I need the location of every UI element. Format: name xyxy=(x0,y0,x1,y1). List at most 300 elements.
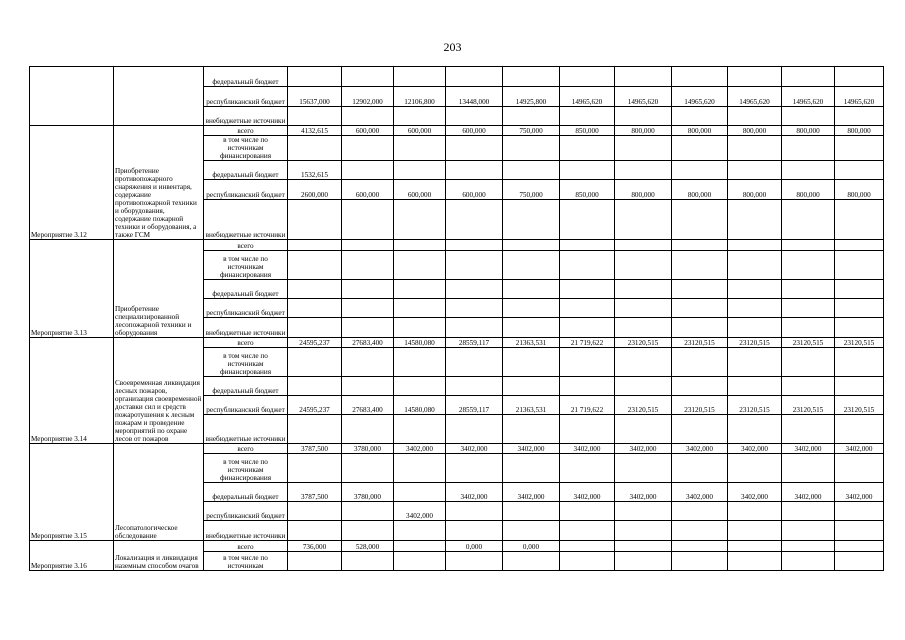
amount-cell xyxy=(560,251,615,280)
funding-source-cell: всего xyxy=(204,240,288,251)
amount-cell xyxy=(394,136,446,161)
amount-cell xyxy=(615,377,672,396)
amount-cell: 14925,800 xyxy=(503,87,560,107)
funding-source-cell: республиканский бюджет xyxy=(204,396,288,415)
amount-cell xyxy=(288,251,342,280)
funding-source-cell: республиканский бюджет xyxy=(204,87,288,107)
amount-cell: 3402,000 xyxy=(672,483,728,502)
amount-cell xyxy=(560,415,615,444)
amount-cell: 12106,800 xyxy=(394,87,446,107)
amount-cell: 600,000 xyxy=(342,180,394,200)
amount-cell xyxy=(672,348,728,377)
amount-cell: 3402,000 xyxy=(615,483,672,502)
amount-cell xyxy=(560,318,615,338)
amount-cell: 736,000 xyxy=(288,541,342,552)
amount-cell xyxy=(728,107,782,126)
amount-cell xyxy=(503,280,560,299)
amount-cell xyxy=(560,502,615,521)
amount-cell: 3402,000 xyxy=(503,444,560,454)
amount-cell: 600,000 xyxy=(342,126,394,136)
amount-cell: 800,000 xyxy=(835,180,884,200)
amount-cell xyxy=(782,377,835,396)
amount-cell xyxy=(615,251,672,280)
amount-cell xyxy=(503,521,560,541)
amount-cell xyxy=(342,67,394,87)
amount-cell xyxy=(288,107,342,126)
event-description-cell: Своевременная ликвидация лесных пожаров, организация своевременной доставки сил и средств пожаротушения к лесным пожарам и проведение мероприятий по охране лесов от пожаров xyxy=(114,338,204,444)
amount-cell: 800,000 xyxy=(835,126,884,136)
amount-cell: 528,000 xyxy=(342,541,394,552)
amount-cell xyxy=(342,240,394,251)
amount-cell xyxy=(782,502,835,521)
amount-cell xyxy=(503,348,560,377)
amount-cell: 800,000 xyxy=(728,180,782,200)
event-number-cell: Мероприятие 3.12 xyxy=(30,126,114,240)
amount-cell xyxy=(288,240,342,251)
amount-cell xyxy=(672,200,728,240)
amount-cell: 4132,615 xyxy=(288,126,342,136)
amount-cell: 23120,515 xyxy=(835,338,884,348)
amount-cell xyxy=(503,136,560,161)
amount-cell: 14965,620 xyxy=(728,87,782,107)
amount-cell: 800,000 xyxy=(782,126,835,136)
amount-cell xyxy=(394,377,446,396)
amount-cell: 28559,117 xyxy=(446,338,503,348)
amount-cell xyxy=(672,161,728,180)
amount-cell xyxy=(394,552,446,571)
amount-cell xyxy=(560,280,615,299)
funding-source-cell: федеральный бюджет xyxy=(204,67,288,87)
amount-cell: 800,000 xyxy=(728,126,782,136)
amount-cell: 14965,620 xyxy=(560,87,615,107)
amount-cell xyxy=(342,136,394,161)
amount-cell xyxy=(835,454,884,483)
amount-cell xyxy=(835,251,884,280)
amount-cell: 800,000 xyxy=(672,180,728,200)
amount-cell xyxy=(782,454,835,483)
amount-cell xyxy=(615,552,672,571)
amount-cell: 3787,500 xyxy=(288,483,342,502)
amount-cell xyxy=(835,318,884,338)
amount-cell xyxy=(615,541,672,552)
table-row xyxy=(30,444,884,454)
amount-cell xyxy=(288,348,342,377)
amount-cell xyxy=(446,502,503,521)
amount-cell xyxy=(446,318,503,338)
amount-cell xyxy=(394,67,446,87)
amount-cell: 23120,515 xyxy=(728,338,782,348)
funding-source-cell: всего xyxy=(204,541,288,552)
amount-cell: 15637,000 xyxy=(288,87,342,107)
amount-cell xyxy=(560,454,615,483)
amount-cell xyxy=(835,552,884,571)
amount-cell xyxy=(782,161,835,180)
amount-cell xyxy=(288,299,342,318)
funding-source-cell: в том числе по источникам финансирования xyxy=(204,136,288,161)
amount-cell: 3402,000 xyxy=(782,444,835,454)
amount-cell xyxy=(728,521,782,541)
funding-source-cell: внебюджетные источники xyxy=(204,200,288,240)
amount-cell: 800,000 xyxy=(782,180,835,200)
amount-cell xyxy=(835,299,884,318)
amount-cell xyxy=(672,552,728,571)
amount-cell xyxy=(835,377,884,396)
amount-cell xyxy=(288,67,342,87)
amount-cell xyxy=(394,348,446,377)
funding-source-cell: федеральный бюджет xyxy=(204,483,288,502)
amount-cell xyxy=(503,240,560,251)
amount-cell: 3787,500 xyxy=(288,444,342,454)
amount-cell xyxy=(835,415,884,444)
amount-cell: 3402,000 xyxy=(728,444,782,454)
amount-cell: 800,000 xyxy=(615,126,672,136)
amount-cell: 3402,000 xyxy=(560,444,615,454)
amount-cell xyxy=(672,136,728,161)
amount-cell xyxy=(728,136,782,161)
amount-cell: 13448,000 xyxy=(446,87,503,107)
amount-cell xyxy=(615,200,672,240)
amount-cell xyxy=(446,280,503,299)
amount-cell xyxy=(560,136,615,161)
amount-cell xyxy=(342,502,394,521)
amount-cell xyxy=(560,107,615,126)
funding-source-cell: федеральный бюджет xyxy=(204,161,288,180)
amount-cell xyxy=(446,67,503,87)
amount-cell: 600,000 xyxy=(394,180,446,200)
amount-cell: 24595,237 xyxy=(288,338,342,348)
amount-cell xyxy=(342,318,394,338)
amount-cell xyxy=(446,161,503,180)
amount-cell xyxy=(446,136,503,161)
amount-cell xyxy=(728,200,782,240)
amount-cell xyxy=(394,454,446,483)
amount-cell xyxy=(288,415,342,444)
amount-cell xyxy=(394,483,446,502)
amount-cell xyxy=(782,280,835,299)
amount-cell: 21 719,622 xyxy=(560,396,615,415)
amount-cell xyxy=(728,280,782,299)
funding-source-cell: в том числе по источникам финансирования xyxy=(204,251,288,280)
amount-cell xyxy=(728,415,782,444)
amount-cell xyxy=(342,299,394,318)
amount-cell xyxy=(560,552,615,571)
amount-cell xyxy=(615,318,672,338)
amount-cell xyxy=(728,318,782,338)
amount-cell: 3402,000 xyxy=(394,444,446,454)
funding-source-cell: в том числе по источникам финансирования xyxy=(204,454,288,483)
amount-cell: 800,000 xyxy=(615,180,672,200)
amount-cell xyxy=(394,107,446,126)
amount-cell xyxy=(728,377,782,396)
amount-cell xyxy=(503,454,560,483)
amount-cell xyxy=(560,377,615,396)
amount-cell xyxy=(782,521,835,541)
amount-cell xyxy=(782,136,835,161)
budget-table-body xyxy=(30,67,884,571)
amount-cell: 14965,620 xyxy=(835,87,884,107)
amount-cell xyxy=(672,454,728,483)
amount-cell xyxy=(446,240,503,251)
amount-cell xyxy=(615,521,672,541)
amount-cell xyxy=(560,161,615,180)
amount-cell xyxy=(835,200,884,240)
amount-cell xyxy=(446,251,503,280)
amount-cell xyxy=(672,521,728,541)
amount-cell xyxy=(288,521,342,541)
amount-cell: 23120,515 xyxy=(615,338,672,348)
amount-cell xyxy=(342,200,394,240)
amount-cell xyxy=(728,251,782,280)
amount-cell xyxy=(288,454,342,483)
amount-cell xyxy=(503,200,560,240)
amount-cell xyxy=(503,318,560,338)
amount-cell xyxy=(560,521,615,541)
amount-cell xyxy=(560,67,615,87)
amount-cell xyxy=(446,415,503,444)
amount-cell xyxy=(615,299,672,318)
amount-cell xyxy=(560,348,615,377)
amount-cell xyxy=(394,415,446,444)
amount-cell xyxy=(342,454,394,483)
amount-cell: 850,000 xyxy=(560,126,615,136)
amount-cell: 3402,000 xyxy=(728,483,782,502)
amount-cell xyxy=(503,415,560,444)
amount-cell xyxy=(782,415,835,444)
amount-cell xyxy=(672,502,728,521)
amount-cell xyxy=(782,318,835,338)
amount-cell xyxy=(835,541,884,552)
amount-cell xyxy=(782,240,835,251)
amount-cell xyxy=(782,299,835,318)
amount-cell xyxy=(615,240,672,251)
amount-cell: 14965,620 xyxy=(782,87,835,107)
event-description-cell xyxy=(114,67,204,126)
amount-cell xyxy=(615,136,672,161)
amount-cell: 750,000 xyxy=(503,126,560,136)
amount-cell xyxy=(446,454,503,483)
amount-cell: 14580,080 xyxy=(394,396,446,415)
amount-cell xyxy=(835,502,884,521)
amount-cell: 3402,000 xyxy=(394,502,446,521)
event-description-cell: Приобретение специализированной лесопожарной техники и оборудования xyxy=(114,240,204,338)
amount-cell xyxy=(728,502,782,521)
amount-cell xyxy=(446,299,503,318)
amount-cell xyxy=(672,318,728,338)
amount-cell xyxy=(615,415,672,444)
amount-cell xyxy=(835,348,884,377)
amount-cell xyxy=(288,280,342,299)
event-description-cell: Приобретение противопожарного снаряжения и инвентаря, содержание противопожарной техники и оборудования, содержание пожарной техники и оборудования, а также ГСМ xyxy=(114,126,204,240)
amount-cell xyxy=(446,348,503,377)
amount-cell: 3402,000 xyxy=(782,483,835,502)
amount-cell xyxy=(615,67,672,87)
funding-source-cell: федеральный бюджет xyxy=(204,280,288,299)
amount-cell: 3402,000 xyxy=(446,483,503,502)
amount-cell: 14965,620 xyxy=(615,87,672,107)
amount-cell xyxy=(288,552,342,571)
amount-cell xyxy=(835,107,884,126)
amount-cell: 750,000 xyxy=(503,180,560,200)
amount-cell xyxy=(394,251,446,280)
amount-cell xyxy=(446,107,503,126)
funding-source-cell: внебюджетные источники xyxy=(204,415,288,444)
amount-cell xyxy=(615,280,672,299)
amount-cell xyxy=(728,67,782,87)
amount-cell xyxy=(672,377,728,396)
amount-cell xyxy=(394,318,446,338)
funding-source-cell: всего xyxy=(204,444,288,454)
amount-cell xyxy=(288,502,342,521)
amount-cell xyxy=(394,280,446,299)
amount-cell xyxy=(835,67,884,87)
table-row xyxy=(30,541,884,552)
amount-cell xyxy=(288,377,342,396)
amount-cell xyxy=(560,200,615,240)
amount-cell xyxy=(503,67,560,87)
event-number-cell: Мероприятие 3.13 xyxy=(30,240,114,338)
amount-cell xyxy=(615,502,672,521)
amount-cell: 3402,000 xyxy=(615,444,672,454)
amount-cell xyxy=(615,107,672,126)
amount-cell: 21363,531 xyxy=(503,396,560,415)
amount-cell xyxy=(446,521,503,541)
event-number-cell: Мероприятие 3.14 xyxy=(30,338,114,444)
funding-source-cell: республиканский бюджет xyxy=(204,502,288,521)
amount-cell: 14580,080 xyxy=(394,338,446,348)
amount-cell: 23120,515 xyxy=(835,396,884,415)
amount-cell xyxy=(503,251,560,280)
amount-cell: 600,000 xyxy=(394,126,446,136)
amount-cell xyxy=(394,521,446,541)
amount-cell xyxy=(503,377,560,396)
amount-cell: 0,000 xyxy=(503,541,560,552)
amount-cell xyxy=(503,502,560,521)
amount-cell xyxy=(728,240,782,251)
event-number-cell xyxy=(30,67,114,126)
amount-cell xyxy=(835,136,884,161)
budget-table xyxy=(29,66,884,571)
amount-cell xyxy=(342,552,394,571)
amount-cell xyxy=(503,552,560,571)
amount-cell xyxy=(782,200,835,240)
amount-cell xyxy=(394,240,446,251)
amount-cell xyxy=(672,280,728,299)
funding-source-cell: внебюджетные источники xyxy=(204,107,288,126)
amount-cell xyxy=(835,521,884,541)
amount-cell xyxy=(835,240,884,251)
amount-cell: 3780,000 xyxy=(342,444,394,454)
amount-cell xyxy=(503,107,560,126)
amount-cell: 21 719,622 xyxy=(560,338,615,348)
amount-cell: 23120,515 xyxy=(782,396,835,415)
amount-cell xyxy=(615,454,672,483)
amount-cell xyxy=(672,415,728,444)
amount-cell xyxy=(342,377,394,396)
amount-cell: 600,000 xyxy=(446,126,503,136)
amount-cell xyxy=(342,107,394,126)
amount-cell xyxy=(342,348,394,377)
amount-cell xyxy=(782,107,835,126)
amount-cell: 14965,620 xyxy=(672,87,728,107)
amount-cell: 27683,400 xyxy=(342,396,394,415)
funding-source-cell: республиканский бюджет xyxy=(204,299,288,318)
amount-cell: 23120,515 xyxy=(782,338,835,348)
funding-source-cell: всего xyxy=(204,338,288,348)
event-number-cell: Мероприятие 3.16 xyxy=(30,541,114,571)
amount-cell xyxy=(672,67,728,87)
funding-source-cell: всего xyxy=(204,126,288,136)
amount-cell xyxy=(342,280,394,299)
amount-cell xyxy=(394,200,446,240)
table-row xyxy=(30,240,884,251)
page-number: 203 xyxy=(443,40,462,54)
amount-cell xyxy=(446,377,503,396)
amount-cell xyxy=(782,67,835,87)
amount-cell: 3402,000 xyxy=(503,483,560,502)
amount-cell xyxy=(672,107,728,126)
funding-source-cell: в том числе по источникам финансирования xyxy=(204,348,288,377)
table-row xyxy=(30,67,884,87)
amount-cell xyxy=(560,240,615,251)
amount-cell: 12902,000 xyxy=(342,87,394,107)
amount-cell xyxy=(615,348,672,377)
amount-cell xyxy=(615,161,672,180)
amount-cell xyxy=(288,318,342,338)
amount-cell: 850,000 xyxy=(560,180,615,200)
event-number-cell: Мероприятие 3.15 xyxy=(30,444,114,541)
amount-cell xyxy=(288,136,342,161)
amount-cell: 23120,515 xyxy=(672,396,728,415)
amount-cell xyxy=(782,552,835,571)
amount-cell: 3402,000 xyxy=(672,444,728,454)
amount-cell: 3402,000 xyxy=(835,483,884,502)
amount-cell xyxy=(560,299,615,318)
amount-cell: 3402,000 xyxy=(835,444,884,454)
amount-cell: 3402,000 xyxy=(446,444,503,454)
amount-cell: 2600,000 xyxy=(288,180,342,200)
amount-cell xyxy=(288,200,342,240)
amount-cell xyxy=(782,251,835,280)
amount-cell xyxy=(503,299,560,318)
event-description-cell: Лесопатологическое обследование xyxy=(114,444,204,541)
amount-cell xyxy=(394,299,446,318)
amount-cell: 27683,400 xyxy=(342,338,394,348)
amount-cell xyxy=(560,541,615,552)
amount-cell xyxy=(446,200,503,240)
amount-cell xyxy=(835,161,884,180)
amount-cell: 23120,515 xyxy=(728,396,782,415)
amount-cell: 28559,117 xyxy=(446,396,503,415)
amount-cell: 3780,000 xyxy=(342,483,394,502)
amount-cell xyxy=(782,348,835,377)
funding-source-cell: федеральный бюджет xyxy=(204,377,288,396)
amount-cell xyxy=(782,541,835,552)
amount-cell: 21363,531 xyxy=(503,338,560,348)
amount-cell xyxy=(672,240,728,251)
amount-cell xyxy=(835,280,884,299)
amount-cell: 23120,515 xyxy=(615,396,672,415)
funding-source-cell: в том числе по источникам xyxy=(204,552,288,571)
amount-cell xyxy=(728,552,782,571)
amount-cell xyxy=(672,541,728,552)
amount-cell xyxy=(672,251,728,280)
amount-cell: 800,000 xyxy=(672,126,728,136)
amount-cell xyxy=(342,415,394,444)
amount-cell: 0,000 xyxy=(446,541,503,552)
amount-cell xyxy=(342,161,394,180)
amount-cell xyxy=(672,299,728,318)
funding-source-cell: внебюджетные источники xyxy=(204,318,288,338)
